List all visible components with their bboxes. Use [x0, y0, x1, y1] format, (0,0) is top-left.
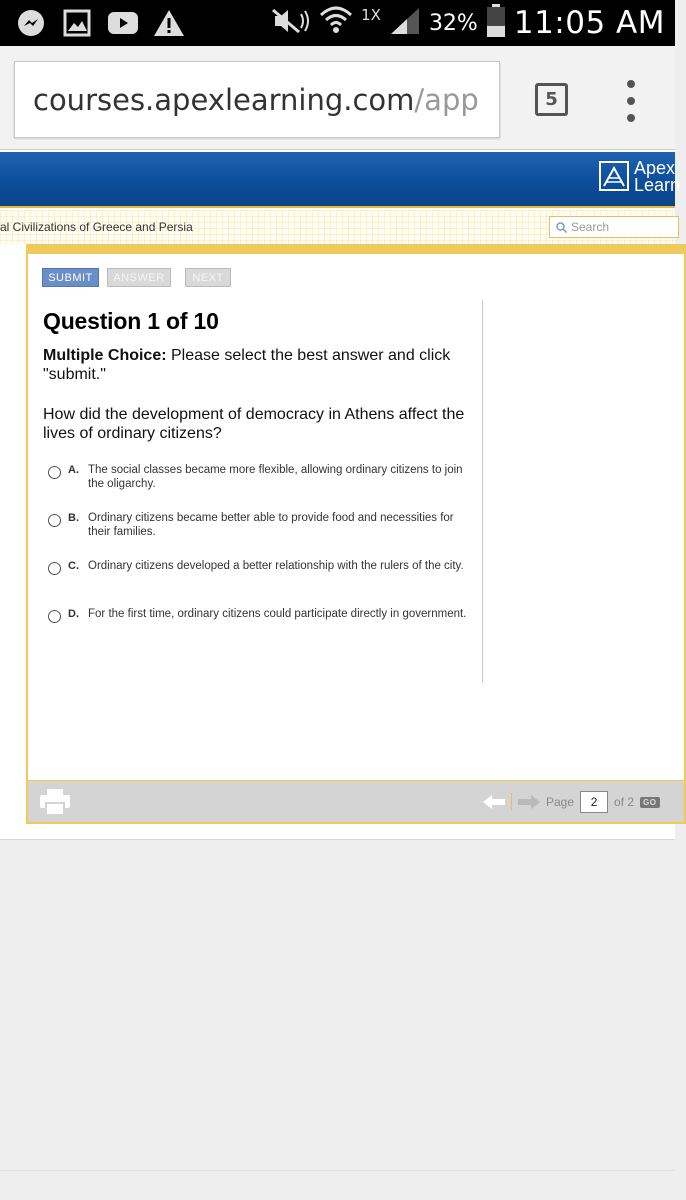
signal-icon	[389, 6, 421, 41]
previous-page-icon[interactable]	[483, 795, 505, 809]
clock: 11:05 AM	[513, 5, 665, 41]
address-bar[interactable]	[14, 61, 500, 138]
choice-c[interactable]	[48, 558, 478, 606]
radio-button[interactable]	[48, 514, 61, 527]
url-path: /app	[414, 82, 479, 117]
choice-text: Ordinary citizens developed a better relationship with the rulers of the city.	[88, 560, 464, 572]
page-number-input[interactable]	[580, 791, 608, 813]
gallery-icon	[60, 6, 94, 40]
wifi-icon	[319, 5, 353, 42]
radio-button[interactable]	[48, 610, 61, 623]
apex-logo-icon	[598, 160, 630, 192]
next-button[interactable]: NEXT	[185, 268, 231, 287]
choice-a[interactable]	[48, 462, 478, 510]
course-bar	[0, 210, 675, 244]
choice-text: Ordinary citizens became better able to provide food and necessities for their families.	[88, 512, 454, 538]
activity-footer	[26, 780, 686, 824]
course-title: al Civilizations of Greece and Persia	[0, 220, 193, 234]
mute-icon	[269, 6, 311, 41]
apex-logo[interactable]	[598, 160, 680, 194]
question-title: Question 1 of 10	[43, 308, 219, 334]
choice-letter: D.	[68, 608, 79, 620]
tab-switcher-button[interactable]: 5	[535, 83, 568, 116]
radio-button[interactable]	[48, 466, 61, 479]
activity-toolbar	[42, 268, 231, 287]
submit-button[interactable]: SUBMIT	[42, 268, 99, 287]
pager	[483, 791, 660, 813]
search-box[interactable]	[549, 216, 679, 238]
choice-d[interactable]	[48, 606, 478, 654]
activity-frame	[26, 244, 686, 824]
battery-icon	[486, 4, 506, 43]
search-input[interactable]	[571, 220, 671, 234]
next-page-icon[interactable]	[518, 795, 540, 809]
print-icon[interactable]	[40, 789, 70, 820]
logo-text: Apex Learn	[634, 158, 681, 195]
question-text: How did the development of democracy in Athens affect the lives of ordinary citizens?	[43, 406, 465, 442]
speed-label: 1X	[361, 6, 381, 24]
browser-toolbar	[0, 46, 675, 150]
answer-button[interactable]: ANSWER	[107, 268, 171, 287]
warning-icon	[152, 6, 186, 40]
url-host: courses.apexlearning.com	[33, 82, 415, 117]
go-button[interactable]: GO	[640, 797, 659, 808]
url-text	[33, 83, 479, 117]
bottom-divider	[0, 1170, 675, 1171]
content-divider	[482, 300, 483, 682]
web-page	[0, 150, 681, 840]
messenger-icon	[14, 6, 48, 40]
choice-b[interactable]	[48, 510, 478, 558]
choice-text: The social classes became more flexible, allowing ordinary citizens to join the oligarchy.	[88, 464, 463, 490]
page-count: of 2	[614, 795, 635, 809]
youtube-icon	[106, 6, 140, 40]
answer-choices	[48, 462, 478, 654]
choice-text: For the first time, ordinary citizens could participate directly in government.	[88, 608, 467, 620]
question-instruction: Multiple Choice: Please select the best answer and click "submit."	[43, 347, 451, 383]
pager-divider	[511, 793, 512, 811]
choice-letter: A.	[68, 464, 79, 476]
site-header	[0, 152, 681, 208]
choice-letter: B.	[68, 512, 79, 524]
search-icon	[556, 222, 567, 233]
overflow-menu-icon[interactable]	[624, 80, 638, 122]
choice-letter: C.	[68, 560, 79, 572]
status-bar	[0, 0, 675, 46]
radio-button[interactable]	[48, 562, 61, 575]
page-label: Page	[546, 795, 575, 809]
battery-percent: 32%	[428, 10, 478, 36]
